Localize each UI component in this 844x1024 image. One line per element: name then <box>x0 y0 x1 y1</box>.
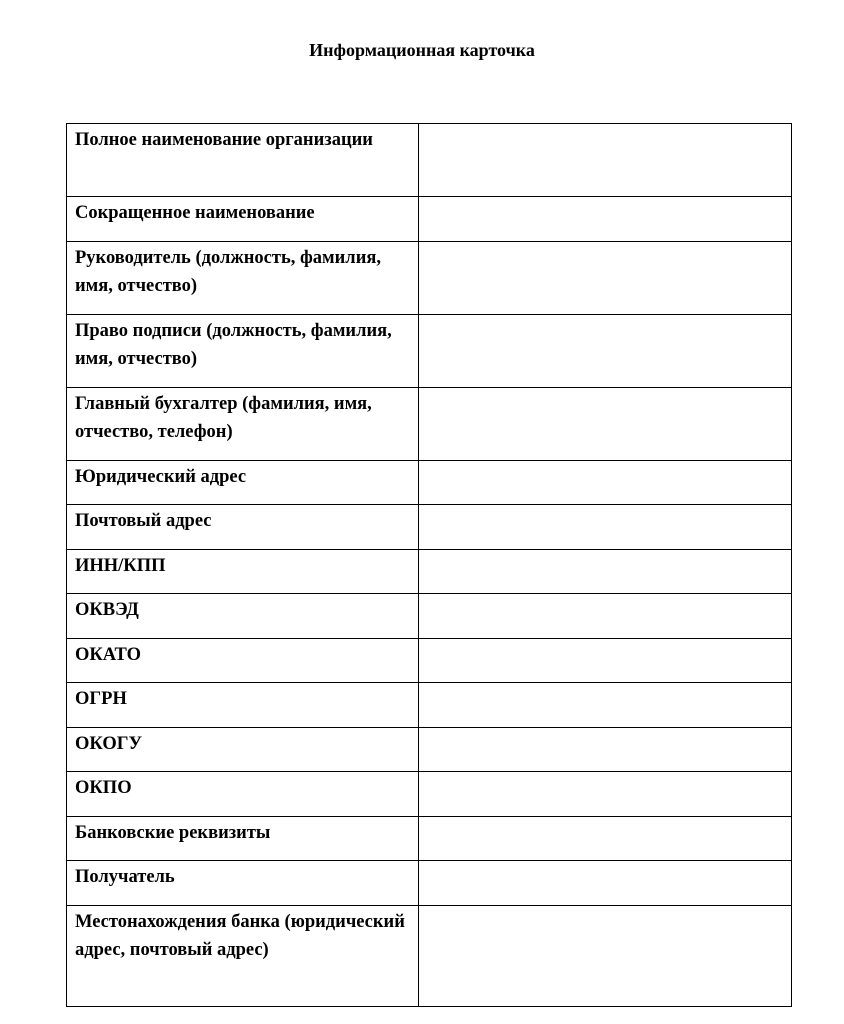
table-row-legal-address <box>67 460 792 505</box>
row-value-cell[interactable] <box>419 727 792 772</box>
info-card-table <box>66 123 792 1007</box>
row-value-cell[interactable] <box>419 638 792 683</box>
table-row-okato <box>67 638 792 683</box>
table-row-ogrn <box>67 683 792 728</box>
row-value-cell[interactable] <box>419 314 792 387</box>
document-title: Информационная карточка <box>309 40 535 60</box>
row-value-cell[interactable] <box>419 241 792 314</box>
row-label: Главный бухгалтер (фамилия, имя, отчество, телефон) <box>67 387 419 460</box>
row-label: ОКОГУ <box>67 727 419 772</box>
row-value-cell[interactable] <box>419 861 792 906</box>
table-row-director <box>67 241 792 314</box>
table-row-okpo <box>67 772 792 817</box>
row-label: Местонахождения банка (юридический адрес, почтовый адрес) <box>67 905 419 1006</box>
row-label: Право подписи (должность, фамилия, имя, отчество) <box>67 314 419 387</box>
row-value-cell[interactable] <box>419 594 792 639</box>
row-label: ОГРН <box>67 683 419 728</box>
row-label: ИНН/КПП <box>67 549 419 594</box>
row-label: Руководитель (должность, фамилия, имя, отчество) <box>67 241 419 314</box>
row-value-cell[interactable] <box>419 772 792 817</box>
table-row-short-name <box>67 197 792 242</box>
row-value-cell[interactable] <box>419 460 792 505</box>
row-value-cell[interactable] <box>419 905 792 1006</box>
row-label: Почтовый адрес <box>67 505 419 550</box>
row-value-cell[interactable] <box>419 549 792 594</box>
table-row-bank-details <box>67 816 792 861</box>
row-label: Сокращенное наименование <box>67 197 419 242</box>
row-label: Полное наименование организации <box>67 124 419 197</box>
table-row-inn-kpp <box>67 549 792 594</box>
row-label: Юридический адрес <box>67 460 419 505</box>
row-value-cell[interactable] <box>419 683 792 728</box>
row-value-cell[interactable] <box>419 816 792 861</box>
row-value-cell[interactable] <box>419 197 792 242</box>
row-label: ОКВЭД <box>67 594 419 639</box>
table-row-postal-address <box>67 505 792 550</box>
table-row-full-name <box>67 124 792 197</box>
row-value-cell[interactable] <box>419 387 792 460</box>
table-row-signatory <box>67 314 792 387</box>
row-label: ОКАТО <box>67 638 419 683</box>
table-row-bank-location <box>67 905 792 1006</box>
table-row-okogu <box>67 727 792 772</box>
row-label: Получатель <box>67 861 419 906</box>
table-row-recipient <box>67 861 792 906</box>
table-row-okved <box>67 594 792 639</box>
table-row-chief-accountant <box>67 387 792 460</box>
row-label: Банковские реквизиты <box>67 816 419 861</box>
row-label: ОКПО <box>67 772 419 817</box>
row-value-cell[interactable] <box>419 124 792 197</box>
row-value-cell[interactable] <box>419 505 792 550</box>
